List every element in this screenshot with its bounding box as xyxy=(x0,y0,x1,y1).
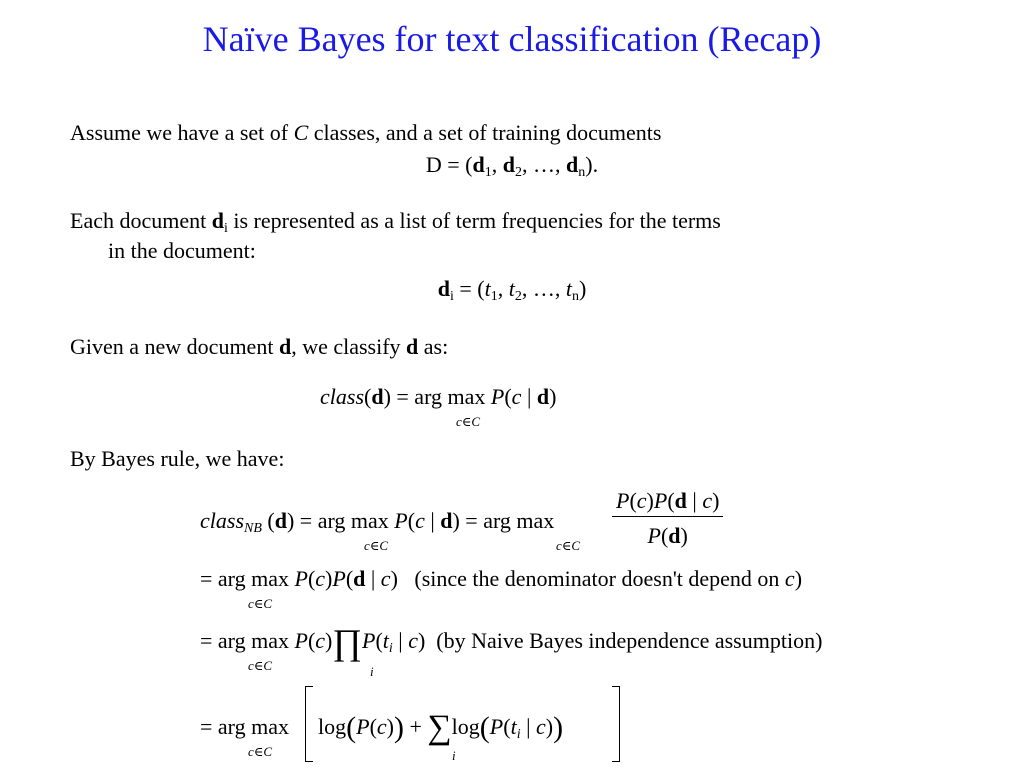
argmax-subscript: c∈C xyxy=(364,538,389,553)
denominator-removed-equation: = arg max P(c)P(d | c) (since the denominator doesn't depend on c) xyxy=(200,566,803,591)
argmax-subscript: c∈C xyxy=(456,414,481,429)
fraction-denominator: P(d) xyxy=(647,523,688,548)
log-equation-body: $\log(P(c)) + \sum\log(P(t_i$ | c)) xyxy=(318,709,564,746)
bayes-rule-equation: class$_{NB}$ (d) = arg max P(c | d) = arg max xyxy=(200,508,555,536)
log-equation-lead: = arg max xyxy=(200,714,289,739)
argmax-subscript: c∈C xyxy=(556,538,581,553)
argmax-subscript: c∈C xyxy=(248,658,273,673)
left-bracket xyxy=(305,686,313,762)
paragraph-given-new-document: Given a new document d, we classify d as: xyxy=(70,334,449,359)
independence-equation: = arg $\max P(c)\prod P(t_i$ | c) (by Naive Bayes independence assumption) xyxy=(200,622,823,662)
slide-title: Naïve Bayes for text classification (Recap) xyxy=(202,19,822,59)
training-set-equation: $D = (d_1$, $d_2$, …, $d_n$). xyxy=(425,152,599,180)
sum-symbol: ∑ xyxy=(427,709,452,746)
paragraph-document-representation: Each document $d_i$ is represented as a list of term frequencies for the terms xyxy=(70,208,721,236)
paragraph-assume: Assume we have a set of C classes, and a set of training documents xyxy=(70,120,662,145)
product-index: i xyxy=(370,664,374,679)
paragraph-bayes-rule: By Bayes rule, we have: xyxy=(70,446,285,471)
bayes-fraction xyxy=(612,488,723,549)
argmax-subscript: c∈C xyxy=(248,744,273,759)
right-bracket xyxy=(612,686,620,762)
argmax-subscript: c∈C xyxy=(248,596,273,611)
term-frequency-equation: $d_i = (t_1$, $t_2$, …, $t_n$) xyxy=(437,276,587,304)
paragraph-document-representation-line2: in the document: xyxy=(108,238,256,263)
sum-index: i xyxy=(452,748,456,763)
fraction-numerator: P(c)P(d | c) xyxy=(612,488,723,517)
classification-equation: class(d) = arg max P(c | d) xyxy=(320,384,557,409)
product-symbol: ∏ xyxy=(332,622,362,662)
